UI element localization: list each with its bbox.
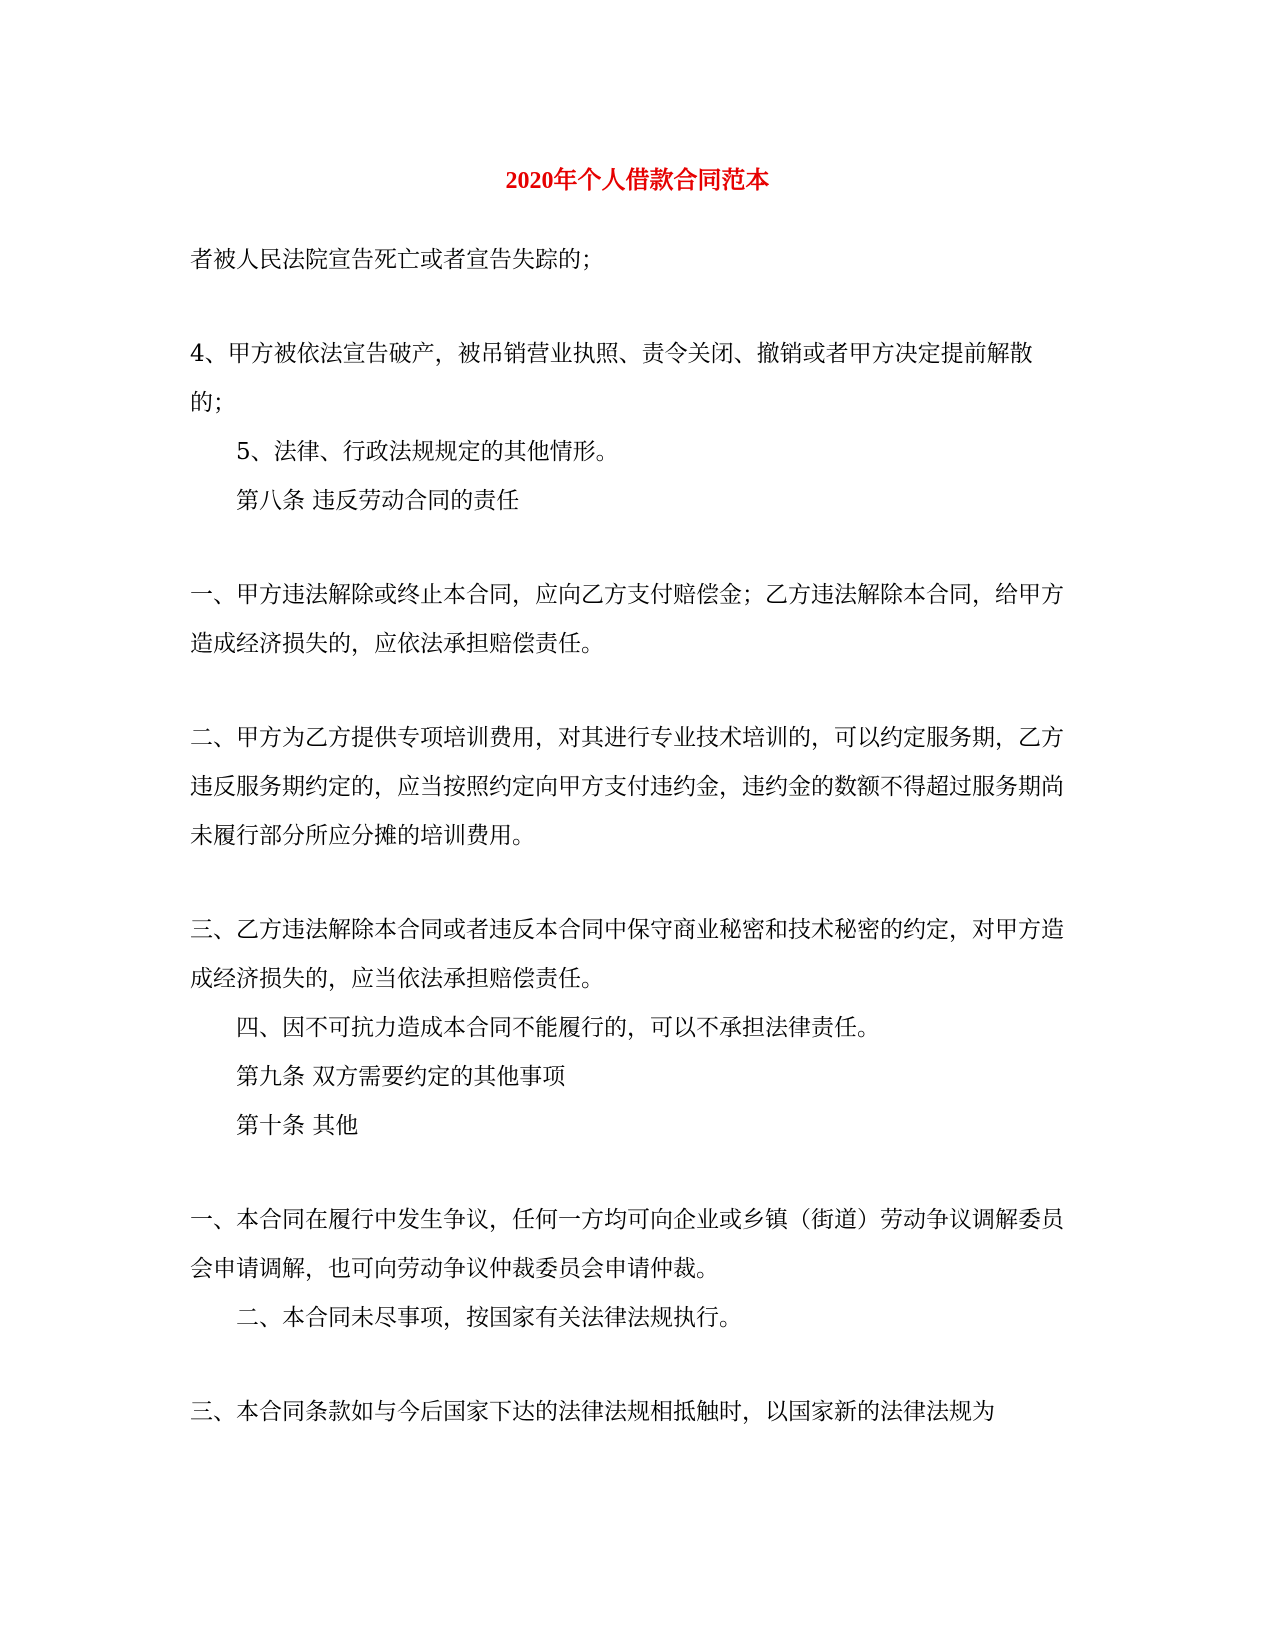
paragraph: 者被人民法院宣告死亡或者宣告失踪的； (190, 247, 604, 273)
paragraph: 4、甲方被依法宣告破产，被吊销营业执照、责令关闭、撤销或者甲方决定提前解散的； (190, 341, 1033, 416)
paragraph: 一、甲方违法解除或终止本合同，应向乙方支付赔偿金；乙方违法解除本合同，给甲方造成经济损失的，应依法承担赔偿责任。 (190, 582, 1064, 657)
paragraph: 第八条 违反劳动合同的责任 (236, 488, 520, 514)
paragraph: 第九条 双方需要约定的其他事项 (236, 1064, 566, 1090)
paragraph: 一、本合同在履行中发生争议，任何一方均可向企业或乡镇（街道）劳动争议调解委员会申请调解，也可向劳动争议仲裁委员会申请仲裁。 (190, 1207, 1064, 1282)
paragraph: 5、法律、行政法规规定的其他情形。 (236, 439, 619, 465)
paragraph: 三、本合同条款如与今后国家下达的法律法规相抵触时，以国家新的法律法规为 (190, 1399, 995, 1425)
paragraph: 三、乙方违法解除本合同或者违反本合同中保守商业秘密和技术秘密的约定，对甲方造成经济损失的，应当依法承担赔偿责任。 (190, 917, 1064, 992)
paragraph: 四、因不可抗力造成本合同不能履行的，可以不承担法律责任。 (236, 1015, 880, 1041)
document-title: 2020年个人借款合同范本 (505, 168, 770, 194)
paragraph: 第十条 其他 (236, 1113, 359, 1139)
paragraph: 二、本合同未尽事项，按国家有关法律法规执行。 (236, 1305, 742, 1331)
document-body (190, 236, 1070, 1437)
paragraph: 二、甲方为乙方提供专项培训费用，对其进行专业技术培训的，可以约定服务期，乙方违反服务期约定的，应当按照约定向甲方支付违约金，违约金的数额不得超过服务期尚未履行部分所应分摊的培训费用。 (190, 725, 1064, 849)
